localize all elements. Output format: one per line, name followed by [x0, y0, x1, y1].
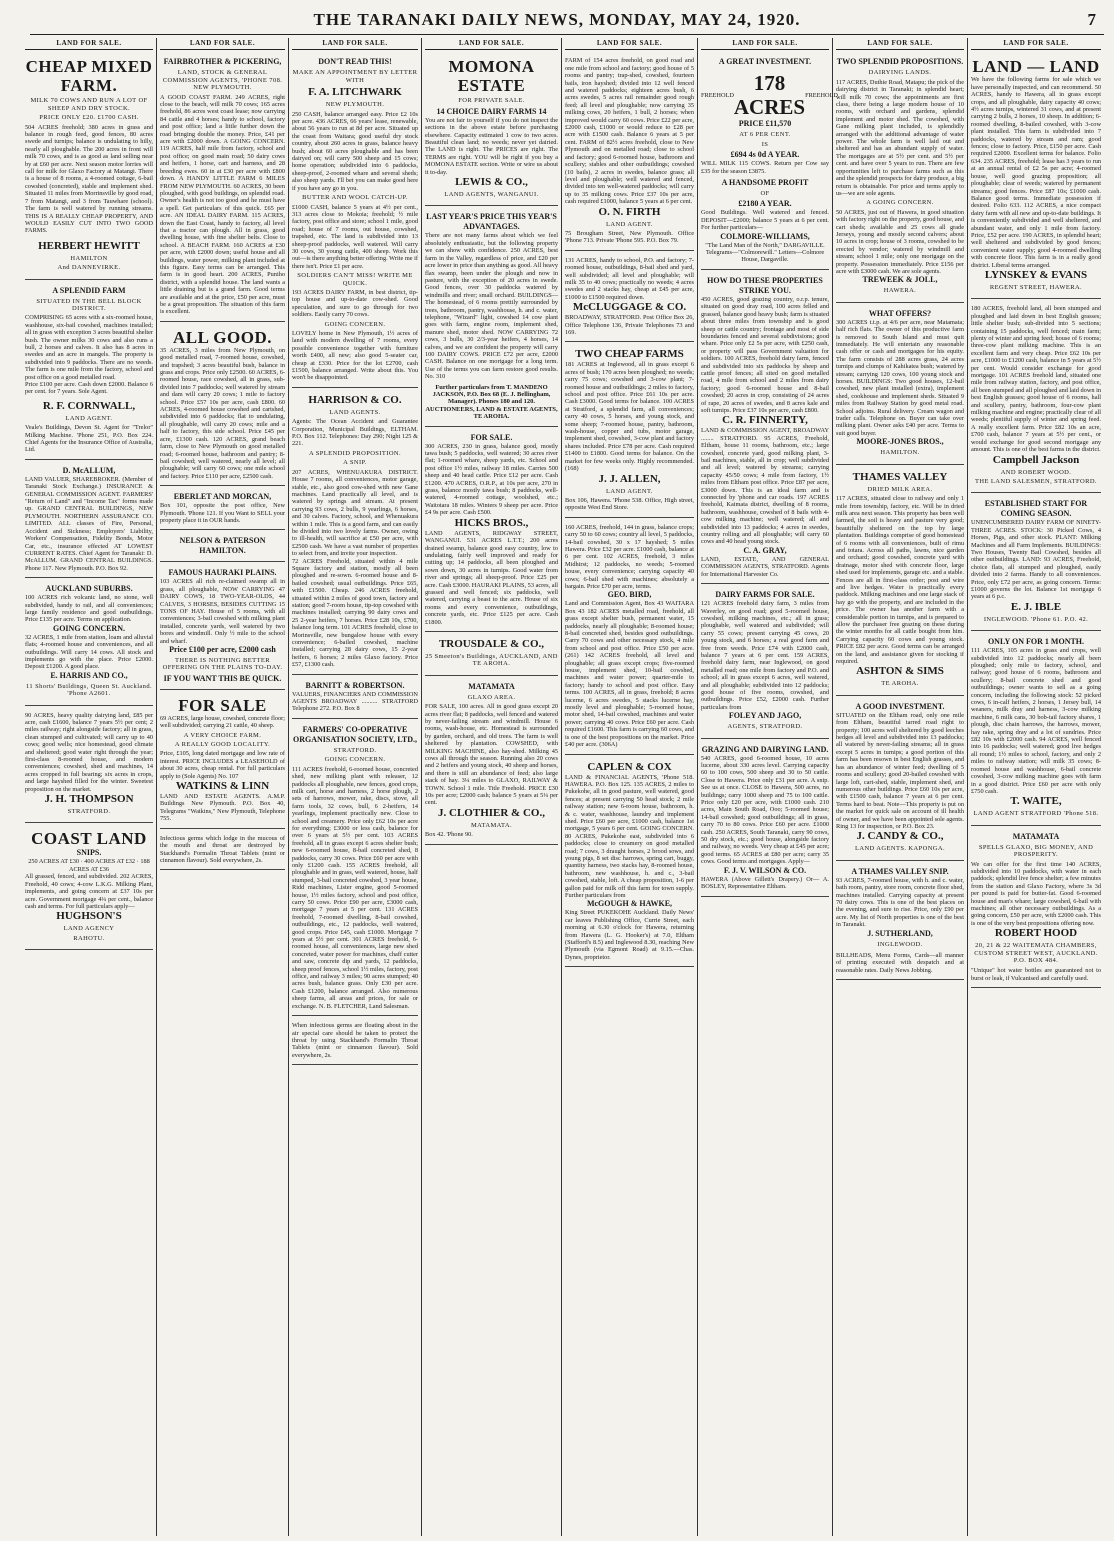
ad-advertiser: NELSON & PATERSON: [179, 536, 266, 546]
ad-body: King Street PUKEKOHE Auckland. Daily News' car leaves Publishing Office, Currie Street, each morning at 6.30 o'clock for Hawera, returning from Hawera (L. G. Hooker's) at 7.0, Eltham (Stafford's 8.5) and Inglewood 8.30, reaching New Plymouth (via Egmont Road) at 9.15.—Chas. Dynes, proprietor.: [565, 909, 694, 961]
ad-title: ESTABLISHED START FOR COMING SEASON.: [984, 499, 1088, 519]
ad-mcallum: [25, 463, 153, 578]
ad-yearly: £694 4s 0d A YEAR.: [730, 150, 800, 160]
ad-place: LAND AGENTS. KAPONGA.: [854, 845, 945, 853]
ad-body: Box 101, opposite the post office, New Plymouth. 'Phone 121. If you Want to SELL your property place it in OUR hands.: [160, 502, 285, 524]
ad-note: THERE IS NOTHING BETTER OFFERING ON THE PLAINS TO-DAY.: [162, 657, 283, 672]
ad-what-offers: [836, 306, 964, 465]
ad-body: Price, £105, long dated mortgage and low rate of interest. PRICE INCLUDES a LEASEHOLD of about 30 acres, cheap rental. For full particulars apply to (Sole Agents) No. 107: [160, 750, 285, 780]
ad-advertiser: FARMERS' CO-OPERATIVE ORGANISATION SOCIETY, LTD.,: [293, 724, 417, 744]
ad-title: MOMONA ESTATE: [448, 57, 535, 96]
column-heading: LAND FOR SALE.: [160, 40, 285, 50]
ad-title: GRAZING AND DAIRYING LAND.: [701, 744, 829, 754]
ad-rate: AT 6 PER CENT.: [739, 131, 791, 139]
ad-advertiser: BARNITT & ROBERTSON.: [305, 680, 405, 690]
ad-footer: Box 42. 'Phone 90.: [425, 831, 473, 839]
ad-price: PRICE ONLY £20. £1700 CASH.: [39, 114, 139, 122]
ad-subtitle: LAND AGENCY: [63, 925, 115, 933]
ad-title: DON'T READ THIS!: [318, 57, 392, 67]
column-5: [562, 40, 697, 1536]
ad-advertiser: F. A. LITCHWARK: [308, 86, 402, 99]
ad-place: INGLEWOOD.: [877, 940, 923, 948]
ad-body: 250 CASH, balance arranged easy. Price £2 10s per acre. 436 ACRES, 66 years' lease, renewable, about 56 years to run at 8d per acre. Situated up the coast from Waitara; good useful dry stock country, about 260 acres in grass, balance heavy bush; about 60 acres ploughable and has been dairyed on; will carry 500 sheep and 15 cows; home operation; subdivided into 6 paddocks, sheep-proof, 2-roomed whare and several sheds; also sheep yards. I'll bet you can make good here if you have any go in you.: [292, 110, 418, 192]
ad-body: BILLHEADS, Menu Forms, Cards—all manner of printing executed with despatch and at reasonable rates. Daily News Jobbing.: [836, 952, 964, 974]
ad-thames-valley-snip: [836, 864, 964, 980]
ad-cheap-mixed-farm: [25, 54, 153, 279]
ad-body: Infectious germs which lodge in the mucous of the mouth and throat are destroyed by Stackhand's Formalin Throat Tablets (mint or cinnamon flavour). Sold everywhere, 2s.: [160, 834, 285, 864]
ad-geo-bird: [565, 521, 694, 755]
ad-subtitle: GLAXO AREA.: [467, 693, 516, 701]
ad-body: Veale's Buildings, Devon St. Agent for "Trelor" Milking Machine. 'Phone 251, P.O. Box 224. Chief Agents for the Insurance Office of Australia, Ltd.: [25, 424, 153, 454]
ad-subtitle: LAND AGENTS.: [329, 408, 381, 416]
ad-heading: A SNIP.: [343, 459, 367, 467]
ad-subtitle: FOR PRIVATE SALE.: [458, 97, 525, 105]
ad-advertiser: C. A. GRAY,: [743, 545, 787, 555]
ad-body: There are not many farms about which we feel absolutely enthusiastic, but the following property we can show with confidence. 250 ACRES, best farm in the Valley, regardless of price, and £20 per acre lower in price than anything as good. All heavy flax swamp, been under the plough and now in pasture, with the exception of 20 acres in swede. Good fences, over 30 paddocks watered by windmills and river; small orchard. BUILDINGS—The homestead, of 6 rooms prettily surrounded by trees, bathroom, pantry, washhouse, h. and c. water, telephone, "Wizard" light, cowshed 14 cow plant goes with farm, engine room, implement shed, manure shed, motor shed. NOW CARRYING 72 cows, 3 bulls, 30 2/3-year heifers, 4 horses, 14 calves, and we are confident the property will carry 100 DAIRY COWS. PRICE £72 per acre, £2000 CASH. Balance on one mortgage for a long term. Use of the terms you can farm restore good results. No. 310: [425, 232, 558, 381]
ad-yearly: £2180 A YEAR.: [738, 199, 792, 209]
ad-title: HOW DO THESE PROPERTIES STRIKE YOU.: [707, 275, 823, 295]
ad-place: AGENTS, STRATFORD.: [727, 723, 803, 731]
ad-place: 20, 21 & 22 WAITEMATA CHAMBERS, CUSTOM STREET WEST, AUCKLAND. P.O. BOX 484.: [974, 942, 1098, 964]
ad-subtitle: LAND AGENT.: [65, 414, 113, 422]
ad-harrison: [292, 391, 418, 675]
ad-body: 90 ACRES, heavy quality dairying land, £85 per acre, cash £1600, balance 7 years 5½ per cent; 2 miles railway; right alongside factory; all in grass, clean stumped and cultivated; will carry up to 40 cows; good wells; nice homestead, good climate and sheltered; good water right through the year; first-class 8-roomed house, and modern conveniences; cowshed, shed and machines, 14 acres cropped in full bearing; six acres in crops, and large hayshed filled for the winter. Sweetest proposition on the market.: [25, 711, 153, 793]
ad-body: 32 ACRES, 1 mile from station, loam and alluvial flats; 4-roomed house and conveniences, and all outbuildings. Will carry 14 cows. All stock and implements go with the place. Price £2000. Deposit £1200. A good place.: [25, 633, 153, 671]
masthead-rule: [30, 34, 1104, 35]
ad-matamata-spells: [971, 829, 1101, 989]
ad-body: 25 Smeeton's Buildings, AUCKLAND, AND TE AROHA.: [425, 652, 558, 668]
ad-splendid-farm: [25, 283, 153, 460]
ad-body: LAND & FINANCIAL AGENTS, 'Phone 518. HAWERA. P.O. Box 125. 135 ACRES, 2 miles to Pukekohe, all in good pasture, well watered, good fences; at present carrying 50 head stock; 2 mile railway station; new 6-room house, bathroom, h. & c. water, washhouse, laundry and implement shed. Price £60 per acre, £1000 cash, balance 1st mortgage, 5 years 6 per cent. GOING CONCERN. 80 ACRES, Pukekohe east, subdivided into 6 paddocks; close to creamery on good metalled road; 7 cows, 3 draught horses, 2 brood sows, and young pigs, 8 set disc harrows, spring cart, buggy, quantity harness, two stacks hay, 8-roomed house, bathroom, new washhouse, h. and c., 3-bail cowshed, stable, loft. A cheap proposition, 1-6 per gallon paid for milk off this farm for town supply. Further particulars from: [565, 773, 694, 899]
ad-title: LAST YEAR'S PRICE THIS YEAR'S ADVANTAGES.: [426, 212, 557, 232]
ad-land-land: [971, 54, 1101, 299]
ad-body: LAND & COMMISSION AGENT, BROADWAY ........ STRATFORD. 95 ACRES, Freehold, Eltham, house 11 rooms, bathroom, etc.; large cowshed, concrete yard, good milking plant, 3-bail machines, stable, all in crop; well subdivided and all level; watered by streams; carrying capacity 45/50 cows; 4 mile from factory, 1½ miles from Eltham post office. Price £87 per acre, £3000 down. This is an ideal farm and is connected by 'phone and car roads. 197 ACRES freehold, Kaimata district, dwelling of 8 rooms, bathroom, washhouse, cowshed of 8 bails with 4-cow milking machine; well watered; all and subdivided into 13 paddocks; 4 acres in swedes, country rolling and all ploughable; will carry 60 cows and 40 head young stock.: [701, 427, 829, 546]
ad-advertiser: WATKINS & LINN: [175, 780, 270, 793]
ad-title: FOR SALE.: [470, 432, 513, 442]
ad-list: 250 ACRES AT £30 · 400 ACRES AT £32 · 188 ACRES AT £36: [28, 858, 150, 873]
ad-place: RAHOTU.: [73, 934, 105, 942]
ad-place: And DANNEVIRKE.: [57, 264, 121, 272]
ad-farmers-cooperative: [292, 722, 418, 1016]
acreage: 178 ACRES: [733, 71, 806, 120]
ad-advertiser: J. CLOTHIER & CO.,: [438, 806, 545, 819]
column-heading: LAND FOR SALE.: [25, 40, 153, 50]
ad-how-do-these: [701, 273, 829, 584]
ad-nelson-paterson: [160, 533, 285, 562]
ad-heading: A VERY CHOICE FARM.: [183, 731, 262, 739]
ad-body: Box 106, Hawera. 'Phone 538. Office, High street, opposite West End Store.: [565, 496, 694, 512]
ad-advertiser: TROUSDALE & CO.,: [438, 637, 545, 650]
ad-advertiser: LEWIS & CO.,: [455, 176, 528, 189]
ad-place: TE AROHA.: [881, 680, 919, 688]
ad-advertiser: ROBERT HOOD: [994, 927, 1078, 940]
ad-advertiser: C. R. FINNERTY,: [722, 414, 808, 427]
ad-title: FAMOUS HAURAKI PLAINS.: [168, 568, 277, 578]
ad-heading: GOING CONCERN.: [52, 623, 125, 633]
ad-title: MATAMATA: [468, 681, 515, 691]
ad-title: A GREAT INVESTMENT.: [718, 57, 812, 67]
ad-place: LAND AGENTS, WANGANUI.: [444, 191, 539, 199]
ad-auckland-suburbs: [25, 581, 153, 705]
ad-body: 100 ACRES rich volcanic land, no stone, well subdivided, handy to rail, and all conveniences; large family residence and good outbuildings. Price £135 per acre. Terms on application.: [25, 594, 153, 624]
ad-established-start: [971, 496, 1101, 631]
ad-title: TWO SPLENDID PROPOSITIONS.: [836, 57, 964, 67]
ad-subtitle: OF: [760, 190, 770, 198]
ad-feature-row: [701, 71, 838, 120]
ad-title: ALL GOOD.: [173, 327, 272, 347]
ad-heading: GOING CONCERN.: [324, 320, 386, 328]
ad-good-investment: [836, 699, 964, 861]
ad-advertiser: CAPLEN & COX: [587, 760, 672, 773]
ad-body: 103 ACRES all rich re-claimed swamp all in grass, all ploughable, NOW CARRYING 47 DAIRY COWS, 18 TWO-YEAR-OLDS, 44 CALVES, 3 HORSES, BESIDES CUTTING 15 TONS OF HAY. House of 5 rooms, with all conveniences; 3-bail cowshed with milking plant installed, concrete yards, well watered by two bores and windmill. Only ½ mile to the school and wharf.: [160, 578, 285, 645]
ad-body: £1000 CASH, balance 5 years at 4½ per cent., 313 acres close to Mokoia; freehold; ½ mile factory, post office and store; school 1 mile, good road; house of 7 rooms, out house, cowshed, trapshed, etc. The land is subdivided into 13 sheep-proof paddocks, well watered. Will carry 30 cows, 30 young cattle, 400 sheep. Work this out—is there anything better offering. Write me if there isn't. Price £1 per acre.: [292, 203, 418, 270]
ad-title: ONLY ON FOR 1 MONTH.: [987, 637, 1085, 647]
ad-body: WILL MILK 115 COWS. Return per Cow say £35 for the season £3875.: [701, 160, 829, 175]
ad-body: UNENCUMBERED DAIRY FARM OF NINETY-THREE ACRES. STOCK: 30 Picked Cows, 4 Horses, Pigs, and other stock. PLANT: Milking Machines and all Farm Implements. BUILDINGS: Two Houses, Twenty Bail Cowshed, besides all other outbuildings. LAND: 93 ACRES, Freehold, choice flats, all stumped and ploughed, easily divided into 2 farms. Handy to all conveniences. Price, only £72 per acre, as going concern. Terms: £1000 governs the lot. Balance 1st mortgage 6 years at 6 p.c.: [971, 519, 1101, 601]
ad-litchwark: [292, 54, 418, 387]
ad-title: A THAMES VALLEY SNIP.: [851, 866, 949, 876]
ad-heading: BUTTER AND WOOL CATCH-UP.: [302, 194, 408, 202]
column-7: [833, 40, 967, 1536]
ad-place: STRATFORD.: [67, 808, 111, 816]
ad-price: Price £100 per acre, £2000 cash: [169, 645, 276, 654]
column-3: [289, 40, 421, 1536]
ad-heading: SOLDIERS CAN'T MISS! WRITE ME QUICK.: [297, 272, 413, 287]
ad-hauraki-plains: [160, 565, 285, 689]
ad-price: Price £100 per acre. Cash down £2000. Balance 6 per cent. for 7 years. Sole Agent.: [25, 381, 153, 396]
ad-body: You are not fair to yourself if you do not inspect the sections in the above estate before purchasing elsewhere. Capacity estimated 1 cow to two acres. Beautiful clean land; no weeds; never yet dairied. The LAND is right. The PRICES are right. The TERMS are right. YOU will be right if you buy a MOMONA ESTATE section. Write or wire us about it to-day.: [425, 116, 558, 176]
ad-great-investment: [701, 54, 838, 269]
ad-two-cheap-farms: [565, 345, 694, 517]
ad-body: 35 ACRES, 3 miles from New Plymouth, on good metalled road, 7-roomed house, cowshed, and trapshed; 3 acres beautiful bush, balance in grass and crops. Price only £2500. 60 ACRES, 6-roomed house, race cowshed, all in grass, sub-divided into 7 paddocks; well watered by stream and dam will carry 20 cows; 1 mile to factory school. Price £57 10s per acre, cash £800. 60 ACRES, 4-roomed house cowshed and cartshed, subdivided into 6 paddocks; flat to undulating, all ploughable, will carry 20 cows; mile and a half to factory, this side school. Price £45 per acre, £1300 cash. 120 ACRES, grand beach farm, close to New Plymouth on good metalled road; 6-roomed house, bathroom and pantry; 8-bail cowshed; well watered, nearly all level; all ploughable; will carry 60 cows; one mile school and factory. Price £110 per acre, £2500 cash.: [160, 346, 285, 480]
column-heading: LAND FOR SALE.: [701, 40, 829, 50]
ad-body: Good Buildings. Well watered and fenced. DEPOSIT—£2000; balance 5 years at 6 per cent. For further particulars—: [701, 209, 829, 232]
ad-subtitle: LAND, STOCK & GENERAL COMMISSION AGENTS, 'PHONE 708. NEW PLYMOUTH.: [162, 69, 283, 92]
ad-one-month: [971, 634, 1101, 826]
column-8: [968, 40, 1104, 1536]
ad-title: A GOOD INVESTMENT.: [855, 701, 945, 711]
ad-advertiser: MOORE-JONES BROS.,: [856, 437, 944, 447]
ad-title: FOR SALE: [178, 695, 267, 715]
ad-body: 111 ACRES, 105 acres in grass and crops, well subdivided into 12 paddocks; nearly all been ploughed; only mile to factory, school, and railway; good house of 6 rooms, bathroom and scullery; 8-bail concrete shed and good outbuildings; owner wants to sell as a going concern, including the following stock: 52 picked cows, 6 in-calf heifers, 2 horses, 1 Jersey bull, 14 weaners, milk dray and harness, 3-cow milking machine, 6 milk cans, 30 bob-tail factory shares, 1 plough, disc chain harrows, the harrows, mower, hay rake, spring dray and a lot of sundries. Price £82 10s with £2000 cash. 94 ACRES, well fenced into 16 paddocks; well watered; good live hedges all round; 1½ miles to school, factory, and only 2 miles to railway station; will milk 35 cows; 8-roomed house and washhouse, 6-bail concrete cowshed, 3-cow milking machine goes with farm in a good district. Price £60 per acre with only £750 cash.: [971, 647, 1101, 795]
ad-body: 540 ACRES, good 6-roomed house, 10 acres lucerne, about 330 acres level. Carrying capacity 60 to 100 cows, 500 sheep and 30 to 50 cattle. Close to Hawera. Price only £31 per acre. A snip. See us at once. CLOSE to Hawera, 500 acres, no buildings; carry 1000 sheep and 75 to 100 cattle. Price only £20 per acre, with £1000 cash. 210 acres, Main South Road, Ooo; 5-roomed house; 14-bail cowshed; good outbuildings; all in grass, carry 70 to 80 cows. Price £60 per acre. £1000 cash. 250 ACRES, South Taranaki, carry 90 cows, 50 dry stock, etc.; good house, alongside factory and railway, no weeds. Very cheap at £45 per acre; good terms. 65 ACRES at £80 per acre; carry 35 cows. Good terms and mortgages. Apply—: [701, 754, 829, 866]
ad-advertiser: ASHTON & SIMS: [856, 665, 944, 678]
ad-title: WHAT OFFERS?: [868, 308, 932, 318]
ad-heading: GOING CONCERN.: [324, 756, 386, 764]
ad-advertiser: HICKS BROS.,: [454, 516, 529, 529]
ad-body: We have the following farms for sale which we have personally inspected, and can recommend. 50 ACRES, handy to Hawera, all in grass except crops, and all ploughable, dairy capacity 40 cows; 4½ acres turnips, wintered 31 cows, and at present carrying 2 bulls, 2 horses, 10 sheep. In addition; 6-roomed dwelling, 8-bailed cowshed, with 3-cow plant installed. This farm is subdivided into 7 paddocks, watered by stream and ram; good fences; close to factory. Price, £150 per acre. Cash required £2000. Excellent terms for balance. Folio 634. 235 ACRES, freehold; lease has 3 years to run at an annual rental of £2 5s per acre; 4-roomed house, well good grazing proposition; all ploughable; clear of weeds; watered by permanent streams; good fences. Price £87 10s; £1000 cash. Balance good terms. Immediate possession if desired. Folio 633. 112 ACRES, a nice compact dairy farm with all new and up-to-date buildings. It is conveniently subdivided and well sheltered, and abundant water, and only 1 mile from factory. Price, £52 per acre. 190 ACRES, in splendid heart; well sheltered and subdivided by good fences; convenient water supply; good 4-roomed dwelling with concrete floor. This farm is in a really good district. Liberal terms arranged.: [971, 76, 1101, 269]
ad-note: IF YOU WANT THIS BE QUICK.: [163, 673, 282, 683]
ad-advertiser: E. HARRIS AND CO.,: [50, 670, 128, 680]
ad-title: MATAMATA: [1012, 831, 1060, 841]
ad-last-years-price: [425, 209, 558, 426]
ad-campbell-jackson: [971, 302, 1101, 493]
ad-heading: 14 CHOICE DAIRY FARMS 14: [436, 106, 547, 116]
ad-title: DAIRY FARMS FOR SALE.: [715, 590, 815, 600]
ad-advertiser: J. CANDY & CO.,: [856, 830, 944, 843]
ad-place: NEW PLYMOUTH.: [325, 101, 385, 109]
ad-place: HAMILTON.: [880, 449, 920, 457]
ad-advertiser: LYNSKEY & EVANS: [984, 268, 1088, 281]
ad-heading: A GOING CONCERN.: [866, 199, 934, 207]
ad-advertiser: R. F. CORNWALL,: [42, 399, 136, 412]
ad-subtitle: SPELLS GLAXO, BIG MONEY, AND PROSPERITY.: [978, 843, 1094, 859]
ad-matamata-glaxo: [425, 679, 558, 845]
ad-eberlet: [160, 489, 285, 530]
ad-title: THAMES VALLEY: [852, 470, 948, 483]
ad-thames-valley: [836, 468, 964, 696]
column-6: [698, 39, 838, 1536]
ad-place: HAWERA.: [883, 287, 917, 295]
ad-advertiser: HARRISON & CO.: [308, 393, 402, 406]
ad-all-good: [160, 325, 285, 486]
ad-body: FOR SALE, 100 acres. All in good grass except 20 acres river flat; 8 paddocks, well fenced and watered by never-failing stream and windmill. House 6 rooms, wash-house, etc. Homestead is surrounded by garden, orchard, and old trees. The farm is well sheltered by plantation. COWSHED, with MILKING MACHINE, also hay-shed. Milking 45 cows all through the season. Running also 20 cows and 2 heifers and young stock, 40 sheep and horses, and there is still an abundance of feed; also large stack of hay. 3¼ miles to GLAXO, RAILWAY & TOWN. School 1 mile. Title Freehold. PRICE £30 10s per acre; £2000 cash; balance 5 years at 5¼ per cent.: [425, 703, 558, 807]
ad-place: HAMILTON: [70, 254, 108, 262]
ad-body: BROADWAY, STRATFORD. Post Office Box 26, Office Telephone 136, Private Telephones 73 and 169.: [565, 314, 694, 336]
page-number: 7: [1087, 10, 1096, 29]
ad-trousdale: [425, 635, 558, 676]
ad-advertiser: J. H. THOMPSON: [44, 793, 134, 806]
ad-advertiser: T. WAITE,: [1010, 795, 1062, 808]
ad-subtitle: SNIPS.: [76, 848, 102, 858]
freehold-label: FREEHOLD: [805, 91, 838, 99]
ad-advertiser: F. J. V. WILSON & CO.: [723, 865, 807, 875]
ad-body: Land and Commission Agent, Box 43 WAITARA Box 43 182 ACRES metalled road, freehold, all grass except shelter bush, permanent water, 15 paddocks, nearly all ploughable; 8-roomed house; 8-bail concreted shed, besides good outbuildings. Carry 70 cows and other necessary stock, 4 mile from school and post office. Price £50 per acre. (261) 142 ACRES freehold, all level and ploughable; all grass except crops; five-roomed house, implement shed, 10-bail cowshed, machines and water power; quarter-mile to factory; handy to school and post office. Easy terms. 100 ACRES, all in grass, freehold; 8 acres lucerne, 6 acres swedes, 5 stacks lucerne hay, mostly level and ploughable; 5-roomed house, motor shed, 14-bail cowshed, machines and water power; carrying 40 cows. Price £60 per acre. Cash required £1600. This farm is carrying 60 cows, and is one of the best propositions on the market. Price £40 per acre. (306A): [565, 600, 694, 749]
column-heading: LAND FOR SALE.: [836, 40, 964, 50]
ad-advertiser: Campbell Jackson: [992, 453, 1080, 466]
ad-subtitle: SITUATED IN THE BELL BLOCK DISTRICT.: [36, 297, 142, 312]
ad-body: 450 ACRES, good grazing country, o.r.p. tenure, situated on good dray road, 100 acres felled and grassed, balance good heavy bush; farm is situated about three miles from township and is good sheep or cattle country; frontage and most of side boundaries fenced and several subdivisions; good whare. Price only £2 5s per acre, with £250 cash, or property will pass Government valuation for soldiers. 100 ACRES, freehold dairy farm, fenced and subdivided into six paddocks by sheep and cattle proof fences; all sited on good metalled road, 4 mile from school and 2 miles from dairy factory; good 6-roomed house and 8-bail cowshed; 20 acres in crop, consisting of 24 acres of rape, 20 acres of swedes, and 8 acres kale and soft turnips. Price £37 10s per acre, cash £800.: [701, 295, 829, 414]
ad-advertiser: TREWEEK & JOLL,: [862, 275, 938, 285]
ad-body: 50 ACRES, just out of Hawera, in good situation with factory right on the property, good house, and cart sheds; available and 25 cows all grade Jerseys, young and mostly second calvers; about 10 acres in crop; house of 3 rooms, cowshed to be erected by vendor; watered by windmill and stream; school 1 mile; only one mortgage on the property. Possession immediately. Price £156 per acre with £3000 cash. We are sole agents.: [836, 208, 964, 275]
ad-body: 300 ACRES t.t.p. at 4/6 per acre, near Matamata; half rich flats. The owner of this productive farm is removed to South Island and must quit immediately. He will entertain any reasonable cash offer or cash and mortgages for his equity. The farm consists of 288 acres grass, 24 acres turnips and clumps of Kahikatea bush; watered by stream; carrying 120 cows, 100 young stock and horses. BUILDINGS: Two good houses, 12-bail cowshed, new plant installed (extra), implement shed, cookhouse and implement sheds. Situated 9 miles from Railway Station by good metal road. School adjoins. Rural delivery. Cream wagon and trader calls. Telephone on. Buyer can take over milking plant. Owner asks £40 per acre. Terms to suit good buyer.: [836, 318, 964, 437]
ad-body: 111 ACRES freehold, 6-roomed house, concreted shed, new milking plant with releaser, 12 paddocks all ploughable, new fences, good crops, milk cart, horse and harness, 2 horse plough, 2 sets of harrows, mower, rake, discs, stove, all farm tools, 32 cows, bull, 6 2-heifers, 14 yearlings, implement practically new. Close to school and creamery. Price only £62 10s per acre for everything; £3000 or less cash, balance for over 6 years at 5½ per cent. 103 ACRES freehold, all in grass except 6 acres shelter bush; new 6-roomed house, 8-bail concreted shed, 8 paddocks, carry 30 cows. Price £60 per acre with only £1200 cash. 155 ACRES freehold, all ploughable and in grass, well watered, house, half stumped, 3-bail concreted cowshed, 3 year house, Ridd machines, Lister engine, good 5-roomed house, 1½ miles factory, school and post office, carry 50 cows. Price £90 per acre, £3000 cash, mortgage 7 years at 5 per cent. 131 ACRES freehold, 7-roomed dwelling, 8-bail cowshed, outbuildings, etc., 12 paddocks, well watered, good crops. Price £45, cash £1000. Mortgage 7 years at 5½ per cent. 301 ACRES freehold, 6-roomed house, all conveniences, large new shed concreted, water power for machines, chaff cutter and saw, concrete dip and yards, 12 paddocks, sheep proof fences, school 1½ miles, factory, post office, and railway 3 miles; 90 acres stumped; 40 acres bush, balance grass. Only £30 per acre. Cash £1200, balance arranged. Also numerous sheep farms, all areas and prices, for sale or exchange. N. B. FLETCHER, Land Salesman.: [292, 765, 418, 1010]
freehold-label: FREEHOLD: [701, 91, 734, 99]
ad-body: 207 ACRES, WHENUAKURA DISTRICT. House 7 rooms, all conveniences, motor garage, stable, etc., also good cow-shed with new Gane machines. Land practically all level, and is watered by springs and stream. At present carrying 93 cows, 2 bulls, 9 yearlings, 6 horses, and 30 calves. Factory, school, and Whenuakura within 1 mile. This is a good farm, and can easily be divided into two lovely farms. Owner, owing to ill-health, will sacrifice at £50 per acre, with £2500 cash. We have a vast number of properties to select from, and invite your inspection.: [292, 468, 418, 558]
ad-place: THE LAND SALESMEN, STRATFORD.: [975, 477, 1097, 485]
ad-title: TWO CHEAP FARMS: [575, 348, 684, 361]
ad-body: A GOOD COAST FARM. 249 ACRES, right close to the beach, will milk 70 cows; 165 acres freehold, 86 acres west coast lease; now carrying 84 cattle and 4 horses; handy to school, factory and post office; land a little further down the road bringing double the money. Price, £41 per acre with £2000 down. A GOING CONCERN. 119 ACRES, half mile from factory, school and post office; on good main road; 50 dairy cows and heifers, 1 horse, cart and harness, and 28 breeding ewes. 60 in at £30 per acre with £800 down. A HANDY LITTLE FARM 6 MILES FROM NEW PLYMOUTH. 60 ACRES, 30 been ploughed, with good buildings, on splendid road. Owner's health is not too good and he must have a spell. Get particulars of this quick. £65 per acre. AN IDEAL DAIRY FARM. 115 ACRES, down the East Coast, handy to factory, all level that a tractor can plough. All in grass, good dwelling house, with fine shelter belts. Close to school. A BEACH FARM. 160 ACRES at £30 per acre, with £2000 down; useful house and all buildings, water power, milking plant included at this figure. Easy terms can be arranged. This farm is in good heart. 200 ACRES, Puniho district, with a splendid house. The land wants a little draining but is a grand farm. Good terms are available and at the price, £50 per acre, must be a great proposition. The situation of this farm is excellent.: [160, 93, 285, 316]
ad-body: 69 ACRES, large house, cowshed, concrete floor; well subdivided; carrying 21 cattle, 40 sheep.: [160, 714, 285, 730]
ad-place: HAMILTON.: [199, 546, 246, 556]
ad-advertiser: FAIRBROTHER & PICKERING,: [163, 57, 282, 67]
ad-place: LAND AGENT STRATFORD 'Phone 518.: [973, 810, 1099, 818]
ad-title: A HANDSOME PROFIT: [721, 178, 809, 188]
ad-momona-estate: [425, 54, 558, 206]
ad-advertiser: E. J. IBLE: [1010, 600, 1062, 613]
ad-body: COMPRISING 65 acres with a six-roomed house, washhouse, six-bail cowshed, machines installed; all in grass with exception 3 acres beautiful shelter bush. The owner milks 30 cows and also runs a bull, 2 horses and calves. It also has 8 acres in swedes and an acre in mangels. The property is subdivided into 9 paddocks. There are no weeds. The farm is one mile from the factory, school and post office on a good metalled road.: [25, 314, 153, 381]
ad-body: 181 ACRES at Inglewood, all in grass except 6 acres of bush; 170 acres been ploughed; no weeds; carry 75 cows; cowshed and 3-cow plant; 7-roomed house and outbuildings; 2 miles to factory, school and post office. Price £61 10s per acre. Cash £3000. Good terms for balance. 100 ACRES at Stratford, a splendid farm, all conveniences; carry 40 cows, 5 horses, and young stock, and some sheep; 7-roomed house, pantry, bathroom, wash-house, copper and tubs, motor garage, implement shed, cowshed, 3-cow plant and factory shares included. Price £78 per acre. Cash required £1400 to £1800. Good terms for balance. On the market for few weeks only. Highly recommended. (168): [565, 361, 694, 473]
ad-price: PRICE £11,570: [738, 119, 792, 129]
ad-subtitle: LAND AGENT.: [606, 220, 653, 228]
masthead-title: THE TARANAKI DAILY NEWS, MONDAY, MAY 24, 1920.: [313, 10, 801, 29]
column-heading: LAND FOR SALE.: [292, 40, 418, 50]
ad-advertiser: HUGHSON'S: [56, 910, 122, 923]
ad-body: 300 ACRES, 230 in grass, balance good, mostly tawa bush; 5 paddocks, well watered; 30 acres river flat; 1-roomed whare, sheep yards, etc. School and post office 1½ miles, railway 18 miles. Carries 500 sheep and 40 head cattle. Price £12 per acre. Cash £1200. 470 ACRES, O.R.P., at 10s per acre, 270 in grass, balance mostly tawa bush; 8 paddocks, well-watered, 4-roomed cottage, woolshed, etc.; Waitotara 18 miles. Winters 9 sheep per acre. Price £4 9s per acre. Cash £500.: [425, 442, 558, 517]
ad-body: 117 ACRES, situated close to railway and only 1 mile from township, factory, etc. Will be in dried milk area next season. This property has been well farmed, the soil is heavy and pasture very good; beautifully sheltered on the top by large plantation. Buildings comprise of good homestead of 6 rooms with all conveniences, built of rimu and totara. Across all paths, lawns, nice garden and orchard; good cowshed, concrete yard with drainage, motor shed with concrete floor, large shed used for implements, garage etc. and a stable. Fences are all in first-class order; post and wire and live hedges. Water is practically every paddock. Milking machines and one large stack of hay go with the property, and are included in the price. The owner has another farm with a considerable portion in turnips, and is prepared to allow the purchaser free grazing on these during the winter months for all cattle bought from him. Carrying capacity 60 cows and young stock. PRICE £82 per acre. Good terms can be arranged on the land, and assistance given for stocking if required.: [836, 495, 964, 666]
ad-place: INGLEWOOD. 'Phone 61. P.O. 42.: [983, 615, 1089, 623]
ad-advertiser: O. N. FIRTH: [598, 205, 661, 218]
ad-fairbrother: [160, 54, 285, 321]
ad-subtitle: DRIED MILK AREA.: [867, 485, 933, 493]
ad-body: All grassed, fenced, and subdivided. 202 ACRES, Freehold, 40 cows; 4-cow L.K.G. Milking Plant, implements, and going concern at £37 10s per acre. Government mortgage 4¼ per cent., balance cash and terms. For full particulars apply—: [25, 873, 153, 910]
ad-subtitle: AND ROBERT WOOD.: [1000, 468, 1072, 476]
ad-advertiser: McCLUGGAGE & CO.: [572, 301, 687, 314]
ad-throat-tablets: [292, 1019, 418, 1065]
ad-title: LAND — LAND: [972, 57, 1100, 77]
ad-advertiser: Further particulars from T. MANDENO JACKSON, P.O. Box 68 (E. J. Bellingham, Manager). Phones 180 and 120. AUCTIONEERS, LAND & ESTATE AGENTS, TE AROHA.: [425, 383, 558, 421]
ad-grazing-dairying: [701, 742, 829, 897]
ad-advertiser: EBERLET AND MORCAN,: [173, 492, 272, 502]
ad-for-sale: [160, 693, 285, 829]
ad-place: REGENT STREET, HAWERA.: [989, 283, 1083, 291]
ad-body: Agents: The Ocean Accident and Guarantee Corporation, Municipal Buildings, ELTHAM. P.O. Box 112. Telephones: Day 290; Night 125 & 221.: [292, 418, 418, 448]
ad-subtitle: LAND AGENT.: [606, 487, 653, 495]
ad-body: SITUATED on the Eltham road, only one mile from Eltham, beautiful tarred road right to property; 100 acres well sheltered by good leeches hedges all level and subdivided into 13 paddocks; all watered by never-failing streams; all in grass except 5 acres in turnips; a good portion of this farm has been resown in best English grasses, and has an abundance of winter feed; dwelling of 5 rooms and scullery; good 20-bailed cowshed with large loft, cart-shed, stable, implement shed, and numerous other buildings. Price £60 10s per acre, with £1500 cash, balance 7 years at 6 per cent. Terms hard to beat. Note—This property is put on the market for quick sale on account of ill health of owner, and we have been appointed sole agents. Ring 13 for inspection, or P.O. Box 23.: [836, 711, 964, 830]
ad-body: VALUERS, FINANCIERS AND COMMISSION AGENTS BROADWAY .......... STRATFORD Telephone 272. P.O. Box 8: [292, 690, 418, 713]
ad-advertiser: McGOUGH & HAWKE,: [586, 899, 673, 909]
ad-body: When infectious germs are floating about in the air special care should be taken to protect the throat by using Stackhand's Formalin Throat Tablets (mint or cinnamon flavour). Sold everywhere, 2s.: [292, 1022, 418, 1059]
ad-advertiser: HERBERT HEWITT: [38, 239, 140, 252]
ad-place: MATAMATA.: [470, 821, 513, 829]
ad-coast-land: [25, 826, 153, 950]
ad-body: 193 ACRES DAIRY FARM, in best district, tip-top house and up-to-date cow-shed. Good speculation, and sure to go through for two soldiers. Easily carry 70 cows.: [292, 288, 418, 319]
ad-advertiser: GEO. BIRD,: [607, 590, 652, 600]
ad-subtitle: DAIRYING LANDS.: [868, 69, 932, 77]
ad-body: "Unique" hot water bottles are guaranteed not to burst or leak, if Vulcanised and carefully used.: [971, 967, 1101, 982]
ad-rate: IS: [761, 140, 769, 148]
ad-body: LOVELY home in New Plymouth, 1½ acres of land with modern dwelling of 7 rooms, every possible convenience together with furniture worth £400, all new; also good 5-seater car, cheap at £330. Price for the lot £2700, cash £1500, balance arranged. Write about this. You won't be disappointed.: [292, 330, 418, 382]
ad-heading: A REALLY GOOD LOCALITY.: [174, 741, 271, 749]
ad-body: HAWERA (Above Gillett's Drapery.) Or— A. BOSLEY, Representative Eltham.: [701, 875, 829, 891]
ad-body: 131 ACRES, handy to school, P.O. and factory; 7-roomed house, outbuildings, 8-bail shed and yard, well subdivided; all level and ploughable; will milk 35 to 40 cows; practically no weeds; 4 acres swedes and 2 stacks hay, cheap at £45 per acre, £1000 to £1500 required down.: [565, 256, 694, 301]
ad-advertiser: D. McALLUM,: [62, 465, 116, 475]
ad-body: 93 ACRES, 7-roomed house, with h. and c. water, bath room, pantry, store room, concrete floor shed, machines installed. Carrying capacity at present 70 dairy cows. This is one of the best places on the evening, and sure to rise. Price, only £90 per acre. My list of North properties is one of the best in Taranaki.: [836, 876, 964, 929]
ad-body: 121 ACRES freehold dairy farm, 3 miles from Waverley, on good road; good 5-roomed house, cowshed, milking machines, etc.; all in grass; ploughable, well watered and subdivided; will carry 55 cows; present carrying 45 cows, 20 young stock, and 6 horses; a real good farm and free from weeds. Price £74 with £2000 cash, balance 7 years at 6 per cent. 159 ACRES, freehold dairy farm, near Inglewood, on good metalled road; one mile from factory and P.O. and school; all in grass except 6 acres, well watered, and all ploughable; subdivided into 12 paddocks; good house of five rooms, cowshed, and outbuildings. Price £52, £2000 cash. Further particulars from: [701, 600, 829, 711]
ad-title: CHEAP MIXED FARM.: [25, 57, 153, 96]
ad-body: "The Land Man of the North," DARGAVILLE. Telegrams—"Colmorewill." Letters—Colmore House, Dargaville.: [705, 241, 825, 264]
ad-advertiser: J. SUTHERLAND,: [867, 928, 933, 938]
ad-place: STRATFORD.: [333, 746, 377, 754]
ad-title: A SPLENDID FARM: [52, 285, 126, 295]
ad-body: 504 ACRES freehold; 380 acres in grass and balance in rough feed, good fences, 80 acres swede and turnips; balance is undulating to hilly, nearly all ploughable. The 200 acres in front will milk 70 cows, and is as good as land selling near by at £60 per acre. Next season motor lorries will call for milk for Glaxo Factory at Matangi. There is a house of 8 rooms, a 4-roomed cottage, 6-bail cowshed (concreted), stable and implement shed. Situated 11 miles from Morrinsville by good road, 7 from Matangi, and 3 from Tauwhare (school). The farm is well watered by running streams. THIS IS A REALLY CHEAP PROPERTY, AND WOULD EASILY CUT INTO TWO GOOD FARMS.: [25, 123, 153, 235]
ad-caplen-cox: [565, 758, 694, 968]
ad-body: FARM of 154 acres freehold, on good road and one mile from school and factory; good house of 5 rooms and pantry; trap-shed, cowshed, fourteen bails, iron hayshed; divided into 12 well fenced and watered paddocks; eighteen acres bush, 6 acres swedes, 5 acres rail remainder good rough feed; all level and ploughable; now carrying 35 milking cows, 20 heifers, 1 bull, 2 horses; when improved would carry 60 cows. Price £22 per acre, £2000 cash, £1000 or would reduce to £28 per acre with £1500 cash. Balance 6 years at 5 per cent. FARM of 82½ acres freehold, close to New Plymouth and on metalled road; close to school and factory; good 6-roomed house, bathroom and scullery; stables and other outbuildings; cowshed (10 bails), 2 acres in swedes, balance grass; all level and ploughable; well watered and fenced, divided into ten well-watered paddocks; will carry up to 35 milking cows. Price £37 10s per acre, cash required £1000, balance 5 years at 6 per cent.: [565, 57, 694, 206]
column-1: [22, 40, 156, 1536]
ad-body: 75 Brougham Street, New Plymouth. Office 'Phone 713. Private 'Phone 595. P.O. Box 79.: [565, 229, 694, 245]
ad-hicks-bros: [425, 430, 558, 632]
ad-mccluggage: [565, 254, 694, 343]
column-4: [422, 40, 561, 1536]
ad-body: We can offer for the first time 140 ACRES, subdivided into 10 paddocks, with water in each paddock; splendid live fence shelter; a few minutes from the station and Glaxo Factory, where 3s 3d per pound is paid for butter-fat. Good 6-roomed house and man's whare; large cowshed, 6-bail with machines; all other necessary outbuildings. As a going concern, £50 per acre, with £2000 cash. This is one of the very best propositions offering now.: [971, 860, 1101, 927]
ad-heading: A SPLENDID PROPOSITION.: [308, 449, 402, 457]
ad-throat-tablets: [160, 832, 285, 871]
column-heading: LAND FOR SALE.: [565, 40, 694, 50]
ad-body: LAND AND ESTATE AGENTS. A.M.P. Buildings New Plymouth. P.O. Box 40, Telegrams "Watkins," New Plymouth, Telephone 755.: [160, 793, 285, 823]
ad-advertiser: J. J. ALLEN,: [598, 472, 661, 485]
ad-body: 72 ACRES Freehold, situated within 4 mile Square factory and station, mostly all been ploughed and re-sown. 6-roomed house and 8-bailed cowshed; usual outbuildings. Price £65, with £1500. Cheap. 246 ACRES freehold, situated within 2 miles of good town, factory and station; good 7-room house, tip-top cowshed with machines installed; carrying 90 dairy cows and 25 2-year heifers, 7 horses. Price £28 10s, £700, balance long term. 101 ACRES freehold, close to Morinsville, new bungalow house with every convenience; 6-bailed cowshed, machine installed; carrying 28 dairy cows, 15 2-year heifers, 6 horses; 2 miles Glaxo factory. Price £57, £1300 cash.: [292, 557, 418, 669]
column-2: [157, 40, 288, 1536]
ad-advertiser: FOLEY AND JAGO,: [728, 711, 802, 721]
ad-title: AUCKLAND SUBURBS.: [45, 584, 133, 594]
ad-subtitle: 11 Shorts' Buildings, Queen St. Auckland. 'Phone A2601.: [25, 682, 153, 698]
ad-firth: [565, 54, 694, 250]
ad-dairy-farms: [701, 587, 829, 739]
ad-title: COAST LAND: [31, 829, 147, 849]
ad-thompson: [25, 709, 153, 824]
ad-body: 160 ACRES, freehold, 144 in grass, balance crops; carry 50 to 60 cows; country all level, 5 paddocks, 14-bail cowshed, 30 x 17 hayshed; 5 miles Hawera. Price £32 per acre. £1000 cash, balance at 6 per cent. 102 ACRES, freehold, 3 miles Midhirst; 12 paddocks, no weeds; 5-roomed house, every convenience; carrying capacity 40 cows; 6-bail shed with machines; absolutely a bargain. Price £70 per acre, terms.: [565, 523, 694, 590]
ad-body: LAND VALUER, SHAREBROKER. (Member of Taranaki Stock Exchange.) INSURANCE & GENERAL COMMISSION AGENT. FARMERS' "Return of Land" and "Income Tax" forms made up. GRAND CENTRAL BUILDINGS, NEW PLYMOUTH. NORTHERN ASSURANCE CO. LIMITED. ALL classes of Fire, Personal, Accident and Sickness; Employers' Liability, Workers' Compensation, Fidelity Bonds, Motor Car, etc., insurance effected AT LOWEST CURRENT RATES. Chief Agent for Taranaki: D. McALLUM. GRAND CENTRAL BUILDINGS. Phone 117. New Plymouth. P.O. Box 92.: [25, 475, 153, 572]
ad-barnitt: [292, 678, 418, 719]
ad-body: 180 ACRES, freehold land, all been stumped and ploughed and laid down in best English grasses; little shelter bush; sub-divided into 5 sections; containing 15 paddocks, well fenced; main farm; plenty of winter and spring feed; house of 6 rooms; three-cow plant milking machine. This is an excellent farm and very cheap. Price £62 10s per acre, £1000 to £1200 cash, balance in 5 years at 5½ per cent. Would consider exchange for good mortgage. 101 ACRES freehold land, situated one mile from railway station, factory, and post office, all been stumped and all ploughed and laid down in best English grasses; good house of 6 rooms, hall and scullery, pantry, bathroom, four-cow plant milking machine and engine; practically clear of all weeds; plentiful supply of winter and spring feed. A really excellent farm. Price £82 10s an acre, £700 cash, balance 7 years at 5½ per cent., or would exchange for good second mortgage any amount. This is one of the best farms in the district.: [971, 305, 1101, 454]
column-heading: LAND FOR SALE.: [425, 40, 558, 50]
ad-subtitle: MILK 70 COWS AND RUN A LOT OF SHEEP AND DRY STOCK.: [30, 97, 148, 112]
masthead: [0, 0, 1114, 34]
ad-body: LAND AGENTS, RIDGWAY STREET, WANGANUI. 531 ACRES L.T.T.; 200 acres drained swamp, balance good easy country, low to undulating, fairly well improved and ready for cutting up; 14 paddocks, all been ploughed and sown down, 30 acres in turnips. Good water from river and springs; all sheep-proof. Price £25 per acre. Cash £3000. HAURAKI PLAINS, 53 acres, all grassed and well fenced; six paddocks, well watered, carrying a beast to the acre. House of six rooms and every convenience, outbuildings, concrete yards, etc. Price £125 per acre. Cash £1800.: [425, 529, 558, 626]
ad-body: LAND, ESTATE, AND GENERAL COMMISSION AGENTS, STRATFORD. Agents for International Harvester Co.: [701, 555, 829, 578]
ad-body: 117 ACRES, Duthie Road, Matapu; the pick of the dairying district in Taranaki; in splendid heart; will milk 70 cows; the appointments are first class, there being a large modern house of 10 rooms, with orchard and gardens, splendid implement and motor shed. The cowshed, with Gane milking plant included, is splendidly arranged with the additional advantage of water power. The whole farm is well laid out and sheltered and has an abundant supply of water. The mortgages are at 5½ per cent. and 5½ per cent. and have over 5 years to run. There are few opportunities left to purchase farms such as this and the splendid prospects for dairy produce, a big return is obtainable. For price and terms apply to us—we are sole agents.: [836, 78, 964, 197]
ad-subtitle: MAKE AN APPOINTMENT BY LETTER WITH: [292, 69, 418, 84]
ad-advertiser: COLMORE-WILLIAMS,: [720, 231, 810, 241]
column-heading: LAND FOR SALE.: [971, 40, 1101, 50]
ad-two-splendid: [836, 54, 964, 302]
